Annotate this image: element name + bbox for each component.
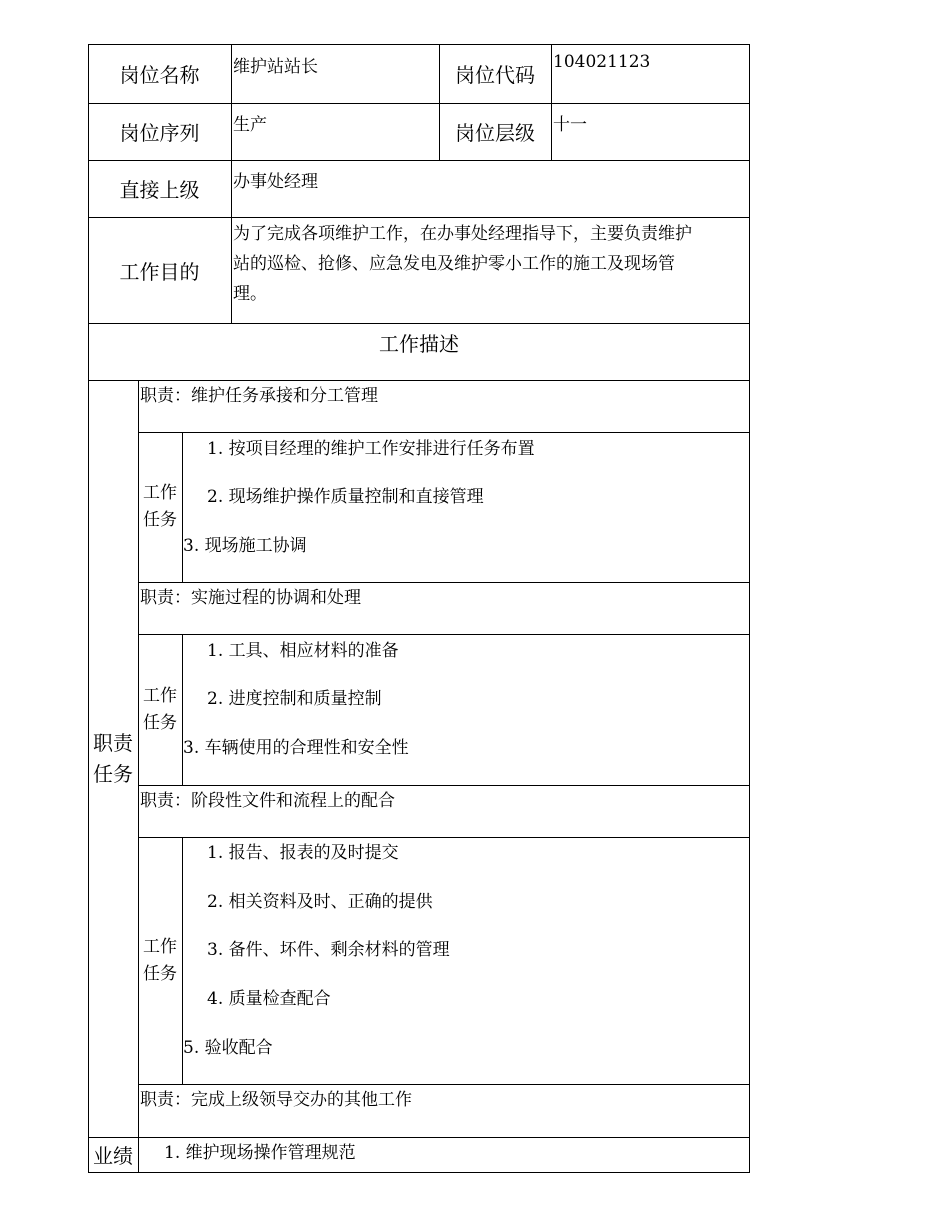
task-item: 2. 相关资料及时、正确的提供	[207, 892, 433, 912]
task-item: 1. 报告、报表的及时提交	[207, 843, 399, 863]
duties-label-line: 职责	[93, 730, 133, 755]
task-label-line: 工作	[143, 936, 177, 957]
position-name-value: 维护站站长	[233, 57, 318, 77]
task-label	[138, 432, 182, 582]
level-label: 岗位层级	[455, 121, 535, 145]
purpose-label: 工作目的	[119, 259, 200, 284]
level-value: 十一	[553, 115, 587, 135]
purpose-line: 站的巡检、抢修、应急发电及维护零小工作的施工及现场管	[233, 254, 675, 274]
duty-title: 职责：维护任务承接和分工管理	[140, 386, 378, 406]
position-code-label: 岗位代码	[455, 63, 535, 87]
task-item: 2. 进度控制和质量控制	[207, 689, 382, 709]
task-label	[138, 837, 182, 1084]
task-label-line: 工作	[143, 685, 177, 706]
position-code-value: 104021123	[553, 52, 651, 72]
task-label-line: 任务	[143, 712, 177, 733]
supervisor-label: 直接上级	[119, 178, 200, 202]
duty-title: 职责：阶段性文件和流程上的配合	[140, 791, 395, 811]
duty-title: 职责：实施过程的协调和处理	[140, 588, 361, 608]
task-label-line: 任务	[143, 510, 177, 530]
task-label-line: 任务	[143, 963, 177, 984]
purpose-text	[233, 219, 692, 309]
task-label-line: 工作	[143, 483, 177, 503]
purpose-line: 理。	[233, 284, 267, 304]
task-item: 1. 按项目经理的维护工作安排进行任务布置	[207, 439, 535, 459]
purpose-line: 为了完成各项维护工作，在办事处经理指导下，主要负责维护	[233, 224, 692, 244]
task-item: 3. 车辆使用的合理性和安全性	[183, 738, 409, 758]
task-item: 1. 工具、相应材料的准备	[207, 641, 399, 661]
duties-label	[88, 380, 138, 1137]
position-name-label: 岗位名称	[119, 63, 200, 87]
task-item: 5. 验收配合	[183, 1038, 273, 1058]
performance-item: 1. 维护现场操作管理规范	[164, 1143, 356, 1163]
duties-label-line: 任务	[93, 761, 133, 786]
supervisor-value: 办事处经理	[233, 172, 318, 192]
task-item: 3. 现场施工协调	[183, 536, 307, 556]
task-item: 3. 备件、坏件、剩余材料的管理	[207, 940, 450, 960]
task-item: 2. 现场维护操作质量控制和直接管理	[207, 487, 484, 507]
performance-label: 业绩	[93, 1144, 133, 1168]
duty-title: 职责：完成上级领导交办的其他工作	[140, 1090, 412, 1110]
section-title: 工作描述	[379, 331, 459, 356]
task-label	[138, 634, 182, 785]
sequence-value: 生产	[233, 115, 267, 135]
task-item: 4. 质量检查配合	[207, 989, 331, 1009]
sequence-label: 岗位序列	[119, 121, 200, 145]
